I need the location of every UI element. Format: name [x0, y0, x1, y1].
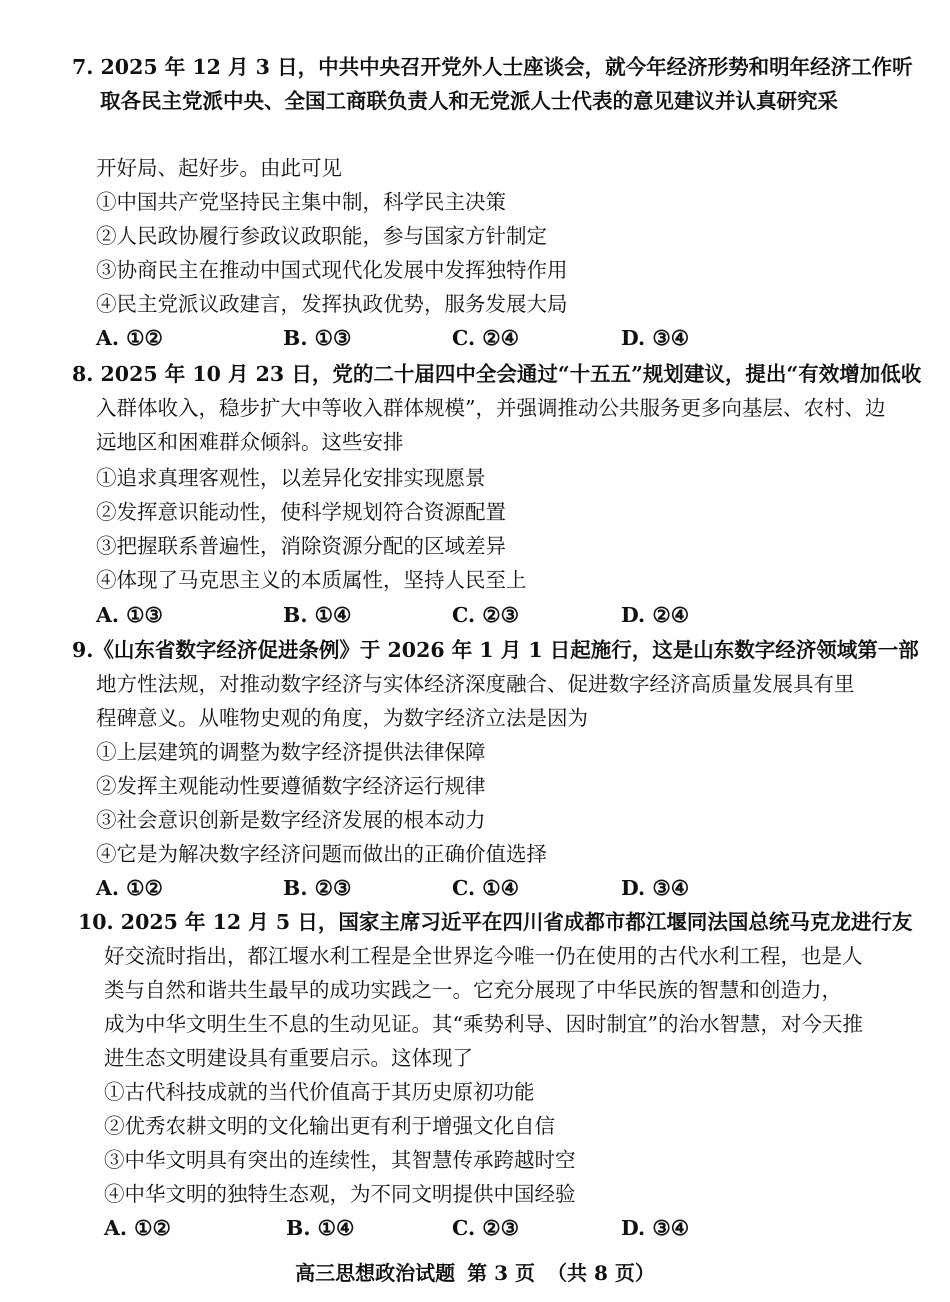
question-9-item-1: ①上层建筑的调整为数字经济提供法律保障 [96, 740, 486, 764]
question-8-option-b: B. ①④ [283, 603, 352, 627]
question-10-option-a: A. ①② [104, 1216, 171, 1240]
question-10-option-c: C. ②③ [452, 1216, 519, 1240]
footer-page-number: 第 3 页 [467, 1261, 535, 1285]
question-8-stem-line-1: 8. 2025 年 10 月 23 日，党的二十届四中全会通过“十五五”规划建议，提出“有效增加低收 [72, 362, 922, 386]
question-9-stem-line-3: 程碑意义。从唯物史观的角度，为数字经济立法是因为 [96, 706, 588, 730]
question-8-option-a: A. ①③ [96, 603, 163, 627]
question-7-stem-line-1: 7. 2025 年 12 月 3 日，中共中央召开党外人士座谈会，就今年经济形势和明年经济工作听 [72, 55, 913, 79]
page-footer [0, 1258, 950, 1288]
question-9-option-b: B. ②③ [283, 876, 352, 900]
question-8-stem-line-3: 远地区和困难群众倾斜。这些安排 [96, 430, 404, 454]
question-7-item-1: ①中国共产党坚持民主集中制，科学民主决策 [96, 190, 506, 214]
question-7-stem-line-3: 开好局、起好步。由此可见 [96, 156, 342, 180]
question-7-option-a: A. ①② [96, 326, 163, 350]
question-7-item-2: ②人民政协履行参政议政职能，参与国家方针制定 [96, 224, 547, 248]
question-10-stem-line-1: 10. 2025 年 12 月 5 日，国家主席习近平在四川省成都市都江堰同法国总统马克龙进行友 [78, 910, 913, 934]
question-8-item-4: ④体现了马克思主义的本质属性，坚持人民至上 [96, 568, 527, 592]
question-10-item-1: ①古代科技成就的当代价值高于其历史原初功能 [104, 1080, 535, 1104]
question-8-option-d: D. ②④ [621, 603, 690, 627]
question-10-option-b: B. ①④ [286, 1216, 355, 1240]
question-8-item-1: ①追求真理客观性，以差异化安排实现愿景 [96, 466, 486, 490]
question-10-item-4: ④中华文明的独特生态观，为不同文明提供中国经验 [104, 1182, 576, 1206]
question-9-item-4: ④它是为解决数字经济问题而做出的正确价值选择 [96, 842, 547, 866]
question-8-item-2: ②发挥意识能动性，使科学规划符合资源配置 [96, 500, 506, 524]
question-9-option-d: D. ③④ [621, 876, 690, 900]
question-7-item-3: ③协商民主在推动中国式现代化发展中发挥独特作用 [96, 258, 568, 282]
question-8-item-3: ③把握联系普遍性，消除资源分配的区域差异 [96, 534, 506, 558]
footer-title: 高三思想政治试题 [295, 1261, 456, 1285]
question-7-option-b: B. ①③ [283, 326, 352, 350]
question-10-stem-line-5: 进生态文明建设具有重要启示。这体现了 [104, 1046, 473, 1070]
question-9-item-3: ③社会意识创新是数字经济发展的根本动力 [96, 808, 486, 832]
question-7-option-d: D. ③④ [621, 326, 690, 350]
question-7-option-c: C. ②④ [452, 326, 519, 350]
footer-total-pages: （共 8 页） [547, 1261, 655, 1285]
question-9-item-2: ②发挥主观能动性要遵循数字经济运行规律 [96, 774, 486, 798]
question-10-item-3: ③中华文明具有突出的连续性，其智慧传承跨越时空 [104, 1148, 576, 1172]
question-8-stem-line-2: 入群体收入，稳步扩大中等收入群体规模”，并强调推动公共服务更多向基层、农村、边 [96, 396, 886, 420]
question-10-stem-line-4: 成为中华文明生生不息的生动见证。其“乘势利导、因时制宜”的治水智慧，对今天推 [104, 1012, 863, 1036]
question-10-item-2: ②优秀农耕文明的文化输出更有利于增强文化自信 [104, 1114, 555, 1138]
question-7-item-4: ④民主党派议政建言，发挥执政优势，服务发展大局 [96, 292, 568, 316]
question-10-stem-line-3: 类与自然和谐共生最早的成功实践之一。它充分展现了中华民族的智慧和创造力， [104, 978, 842, 1002]
question-9-stem-line-1: 9.《山东省数字经济促进条例》于 2026 年 1 月 1 日起施行，这是山东数字经济领域第一部 [72, 638, 919, 662]
question-9-stem-line-2: 地方性法规，对推动数字经济与实体经济深度融合、促进数字经济高质量发展具有里 [96, 672, 855, 696]
question-7-stem-line-2-cropped: 取各民主党派中央、全国工商联负责人和无党派人士代表的意见建议并认真研究采 [100, 89, 838, 113]
question-9-option-c: C. ①④ [452, 876, 519, 900]
question-8-option-c: C. ②③ [452, 603, 519, 627]
question-10-option-d: D. ③④ [621, 1216, 690, 1240]
question-10-stem-line-2: 好交流时指出，都江堰水利工程是全世界迄今唯一仍在使用的古代水利工程，也是人 [104, 944, 863, 968]
question-9-option-a: A. ①② [96, 876, 163, 900]
